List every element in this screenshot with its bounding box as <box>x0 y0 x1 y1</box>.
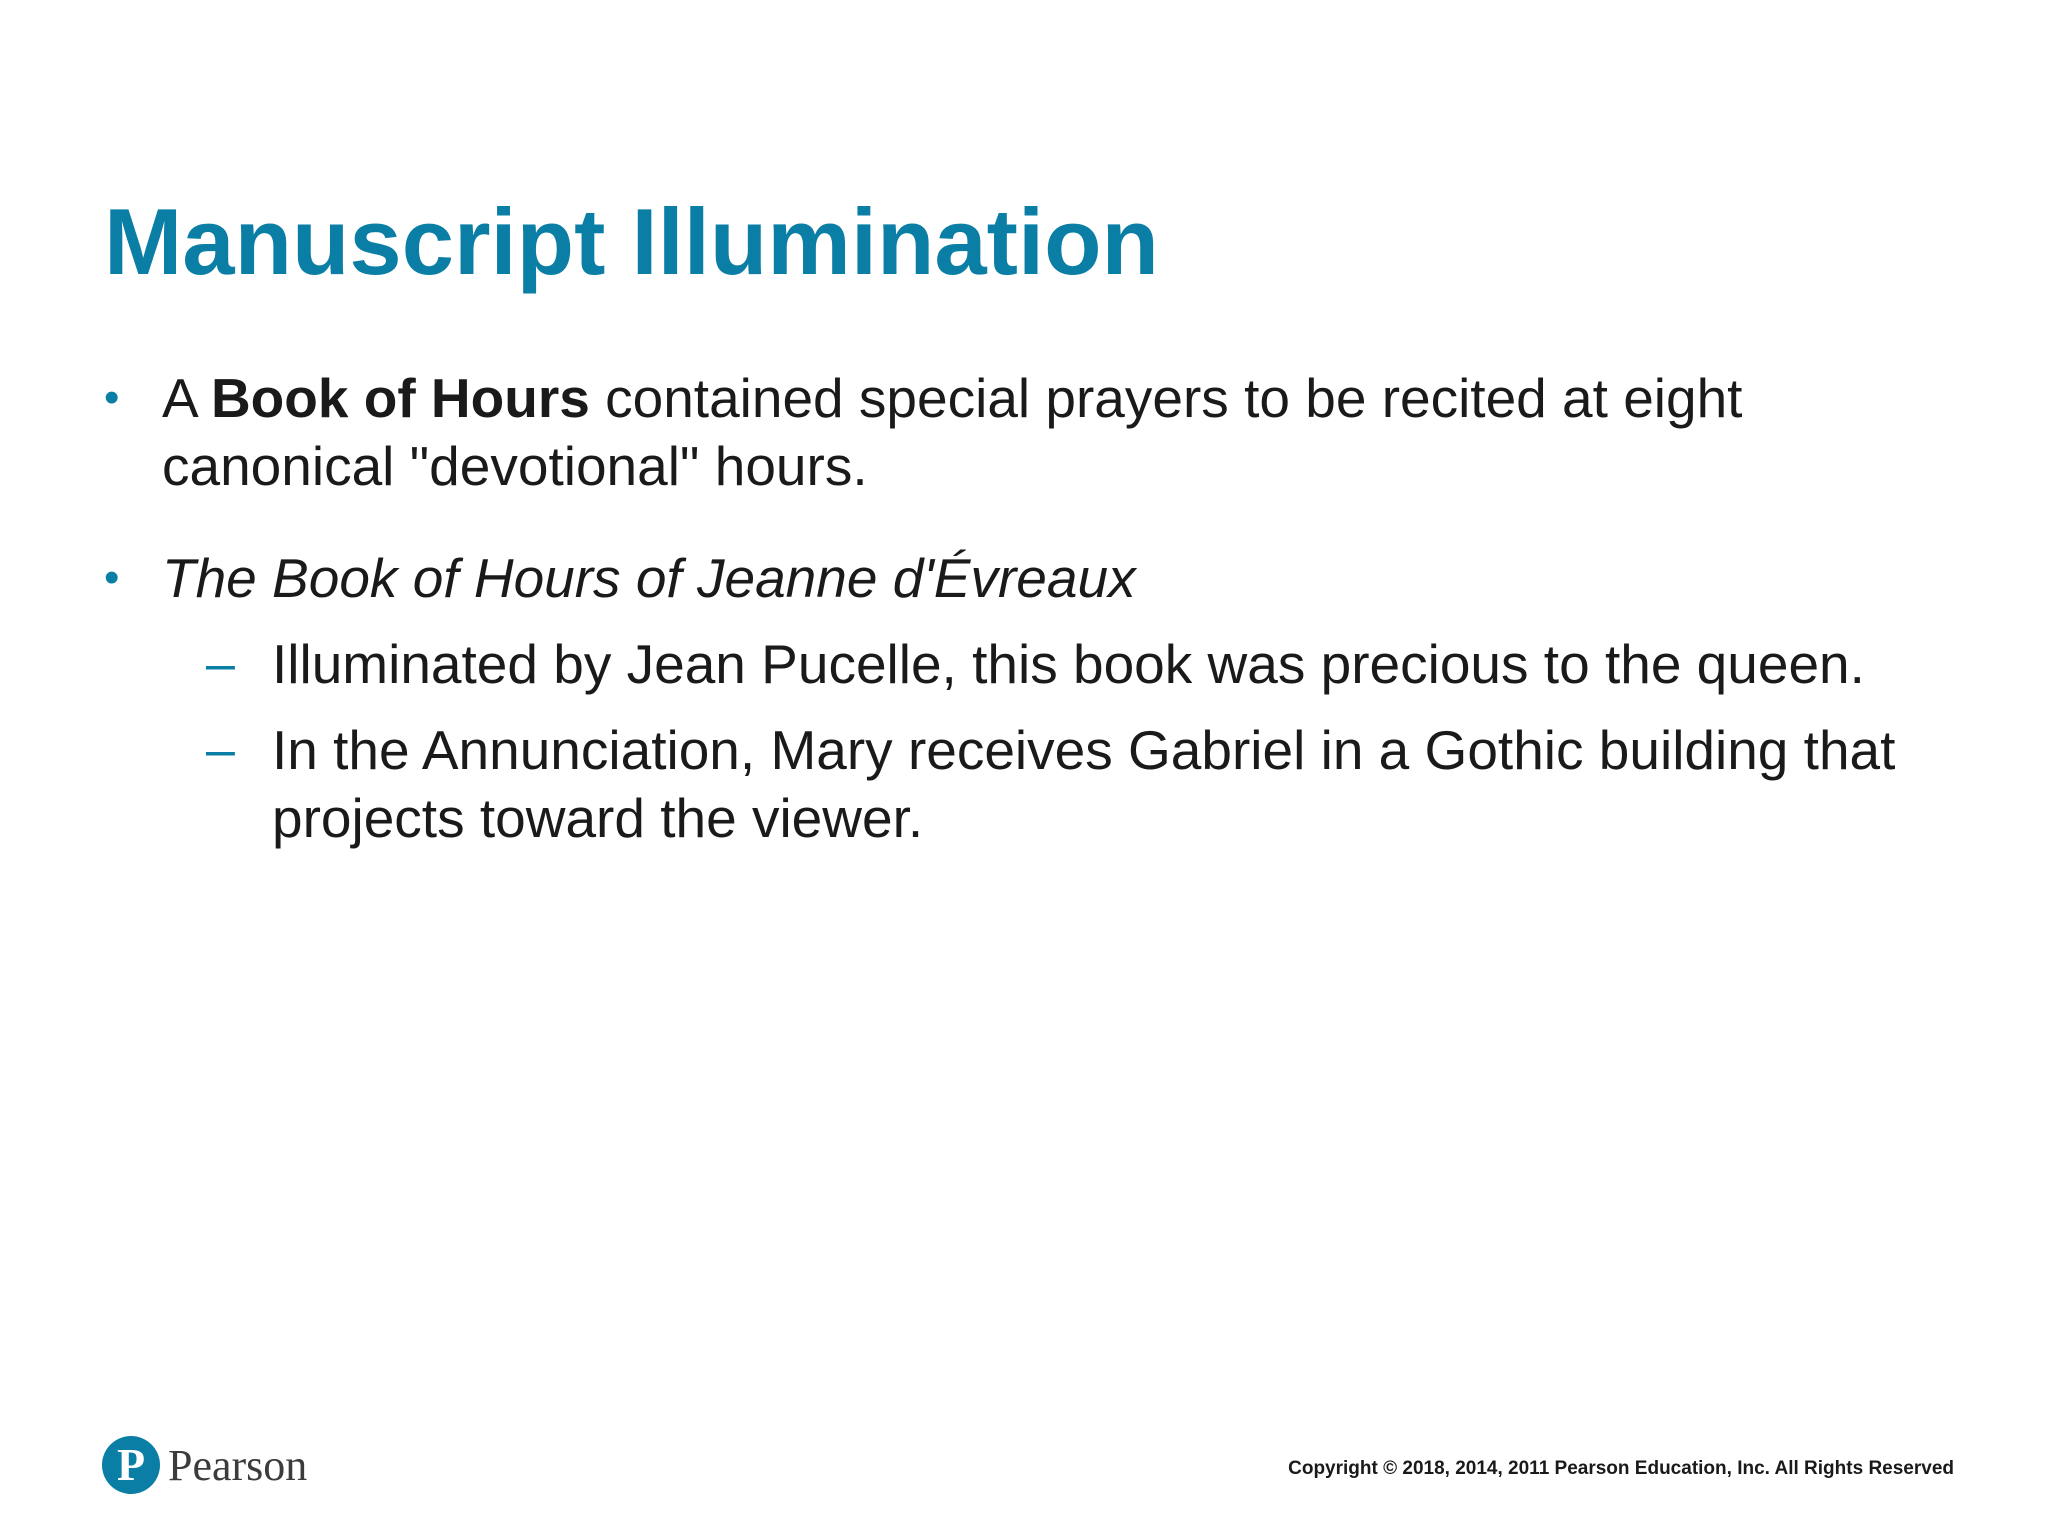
bullet-dot-icon: • <box>104 373 120 422</box>
bullet-item <box>104 364 1964 500</box>
sub-bullet-text: Illuminated by Jean Pucelle, this book was precious to the queen. <box>272 633 1865 695</box>
bullet-text-bold: Book of Hours <box>210 367 590 429</box>
pearson-logo <box>102 1436 307 1494</box>
bullet-text-prefix: A <box>162 367 211 429</box>
bullet-item <box>104 544 1964 852</box>
dash-icon: – <box>206 721 235 779</box>
bullet-text-italic: The Book of Hours of Jeanne d'Évreaux <box>162 547 1136 609</box>
sub-bullet-item <box>104 630 1964 698</box>
sub-bullet-item <box>104 716 1964 852</box>
bullet-dot-icon: • <box>104 553 120 602</box>
slide-title: Manuscript Illumination <box>104 189 1159 294</box>
sub-bullet-text: In the Annunciation, Mary receives Gabriel in a Gothic building that projects toward the viewer. <box>272 719 1896 849</box>
copyright-notice: Copyright © 2018, 2014, 2011 Pearson Education, Inc. All Rights Reserved <box>1288 1458 1954 1479</box>
bullet-list <box>104 364 1964 852</box>
pearson-logo-icon: P <box>102 1436 160 1494</box>
bullet-text-rest: contained special prayers to be recited at eight canonical "devotional" hours. <box>162 367 1743 497</box>
dash-icon: – <box>206 635 235 693</box>
sub-bullet-list <box>162 630 1964 852</box>
pearson-logo-text: Pearson <box>168 1440 308 1490</box>
